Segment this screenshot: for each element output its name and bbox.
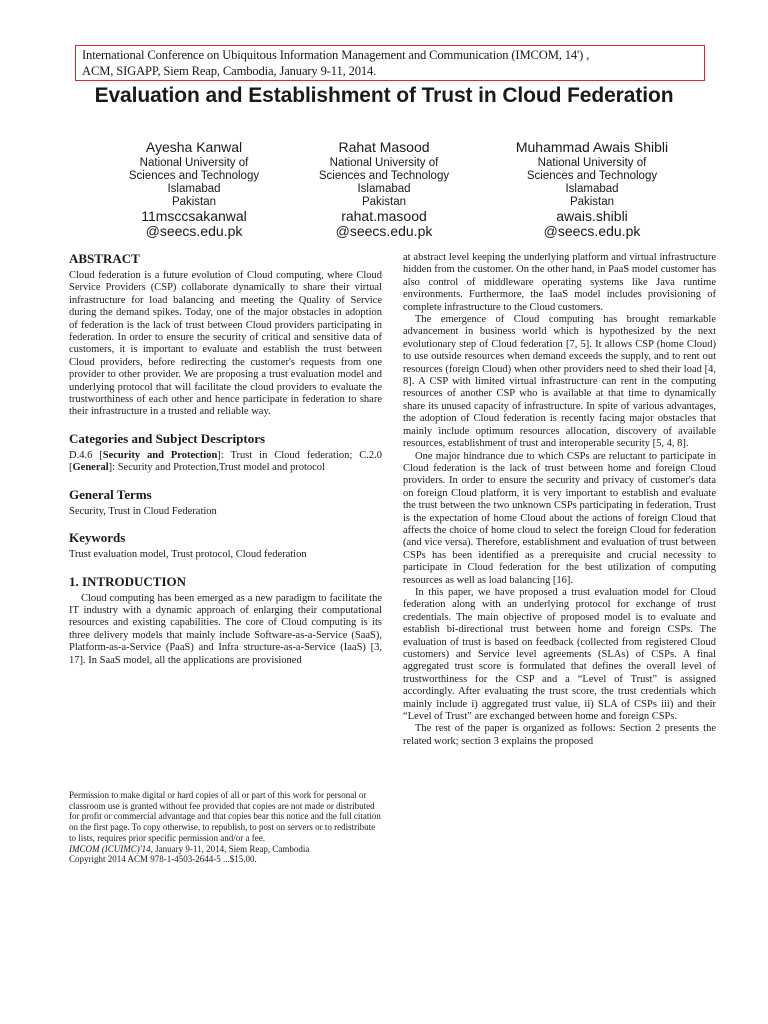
author-name: Ayesha Kanwal: [145, 139, 243, 155]
author-city: Islamabad: [167, 183, 221, 195]
author-name: Rahat Masood: [338, 139, 430, 155]
author-country: Pakistan: [171, 196, 217, 208]
author-email: awais.shibli: [556, 208, 628, 224]
categories-heading: Categories and Subject Descriptors: [69, 430, 266, 446]
body-paragraph: The rest of the paper is organized as follows: Section 2 presents the related work; section 3 explains the proposed: [403, 723, 716, 747]
right-column: [403, 252, 716, 748]
author-city: Islamabad: [357, 183, 411, 195]
body-paragraph: at abstract level keeping the underlying platform and virtual infrastructure hidden from the customer. On the other hand, in PaaS model customer has also control of middleware operating systems like Java runtime environments. Furthermore, the IaaS model includes provisioning of complete infrastructure to the Cloud customers.: [403, 252, 716, 313]
author-email: 11msccsakanwal: [141, 208, 247, 224]
author-block: [104, 139, 284, 239]
conference-line-1: International Conference on Ubiquitous Information Management and Communication (IMCOM, 14') ,: [82, 48, 590, 62]
body-paragraph: The emergence of Cloud computing has brought remarkable advancement in business world which is hypothesized by the next evolutionary step of Cloud federation [7, 5]. It allows CSP (home Cloud) to use outside resources when demand exceeds the supply, and to rent out resources (foreign Cloud) when other providers need to shed their load [4, 8]. A CSP with limited virtual infrastructure can rent in the computing resources of another CSP who is available at that time to dynamically share its unused capacity of infrastructure. In spite of various advantages, the adoption of Cloud federation is recently facing major obstacles that mainly include optimum resources allocation, discovery of available resources, establishment of trust and interoperable security [5, 4, 8].: [403, 314, 716, 450]
categories-text: D.4.6 [Security and Protection]: Trust in Cloud federation; C.2.0 [General]: Security and Protection,Trust model and protocol: [69, 449, 382, 474]
author-name: Muhammad Awais Shibli: [515, 139, 669, 155]
keywords-text: Trust evaluation model, Trust protocol, Cloud federation: [69, 549, 307, 561]
permission-notice: Permission to make digital or hard copies of all or part of this work for personal or classroom use is granted without fee provided that copies are not made or distributed for profit or commercial advantage and that copies bear this notice and the full citation on the first page. To copy otherwise, to republish, to post on servers or to redistribute to lists, requires prior specific permission and/or a fee.: [69, 790, 381, 843]
left-column: [69, 251, 382, 667]
permission-footer: [69, 790, 382, 865]
conference-line-2: ACM, SIGAPP, Siem Reap, Cambodia, January 9-11, 2014.: [82, 64, 377, 78]
author-country: Pakistan: [569, 196, 615, 208]
author-email-domain: @seecs.edu.pk: [543, 223, 641, 239]
conference-citation: IMCOM (ICUIMC)'14, January 9-11, 2014, Siem Reap, Cambodia: [69, 843, 310, 854]
author-block: [492, 139, 692, 239]
introduction-heading: 1. INTRODUCTION: [69, 573, 187, 589]
author-country: Pakistan: [361, 196, 407, 208]
conference-header-box: [75, 45, 705, 81]
author-block: [294, 139, 474, 239]
author-email-domain: @seecs.edu.pk: [145, 223, 243, 239]
general-terms-text: Security, Trust in Cloud Federation: [69, 505, 217, 517]
abstract-heading: ABSTRACT: [69, 251, 140, 266]
body-paragraph: In this paper, we have proposed a trust evaluation model for Cloud federation along with an underlying protocol for exchange of trust credentials. The main objective of proposed model is to evaluate and establish bi-directional trust between home and foreign CSPs. The evaluation of trust is based on feedback (collected from registered Cloud customers) and Service level agreements (SLAs) of CSPs. A final aggregated trust score is formulated that defines the overall level of trustworthiness for the CSP and a “Level of Trust” is assigned accordingly. After evaluating the trust score, the trust credentials which mainly include i) aggregated trust value, ii) SLA of CSPs iii) and their “Level of Trust” are exchanged between home and foreign CSPs.: [403, 586, 716, 723]
body-paragraph: One major hindrance due to which CSPs are reluctant to participate in Cloud federation is the lack of trust between home and foreign Cloud providers. In order to ensure the security and privacy of customer's data on foreign Cloud platform, it is very important to establish and evaluate the trust between the two unknown CSPs participating in federation. Trust is the expectation of home Cloud about the actions of foreign Cloud that affects the choice of home cloud to select the foreign Cloud for federation (and vice versa). Therefore, establishment and evaluation of trust between CSPs has been identified as a prerequisite and crucial necessity to participate in Cloud federation for the best utilization of computing resources as well as load balancing [16].: [403, 450, 716, 586]
author-affiliation: National University of: [329, 157, 439, 169]
copyright-line: Copyright 2014 ACM 978-1-4503-2644-5 ...$15.00.: [69, 854, 257, 865]
general-terms-heading: General Terms: [69, 486, 152, 502]
introduction-paragraph: Cloud computing has been emerged as a new paradigm to facilitate the IT industry with a dynamic approach of enlarging their computational resources and existing capabilities. The core of Cloud computing is its three delivery models that mainly include Software-as-a-Service (SaaS), Platform-as-a-Service (PaaS) and Infra structure-as-a-Service (IaaS) [3, 17]. In SaaS model, all the applications are provisioned: [69, 592, 382, 666]
paper-title: Evaluation and Establishment of Trust in Cloud Federation: [94, 84, 674, 107]
author-affiliation: National University of: [139, 157, 249, 169]
keywords-heading: Keywords: [69, 530, 126, 546]
abstract-text: Cloud federation is a future evolution of Cloud computing, where Cloud Service Providers (CSP) collaborate dynamically to share their virtual infrastructure for load balancing and meeting the Quality of Service during the demand spikes. Today, one of the major obstacles in adoption of federation is the lack of trust between Cloud providers participating in federation. In order to ensure the security of critical and sensitive data of customers, it is important to evaluate and establish the trust between Cloud providers, before redirecting the customer's requests from one provider to other provider. We are proposing a trust evaluation model and underlying protocol that will facilitate the cloud providers to evaluate the trustworthiness of each other and hence participate in federation to share their infrastructure in a trusted and reliable way.: [69, 270, 382, 418]
author-affiliation: Sciences and Technology: [128, 170, 260, 182]
author-email: rahat.masood: [341, 208, 427, 224]
author-email-domain: @seecs.edu.pk: [335, 223, 433, 239]
author-affiliation: Sciences and Technology: [526, 170, 658, 182]
author-affiliation: National University of: [537, 157, 647, 169]
author-city: Islamabad: [565, 183, 619, 195]
author-affiliation: Sciences and Technology: [318, 170, 450, 182]
